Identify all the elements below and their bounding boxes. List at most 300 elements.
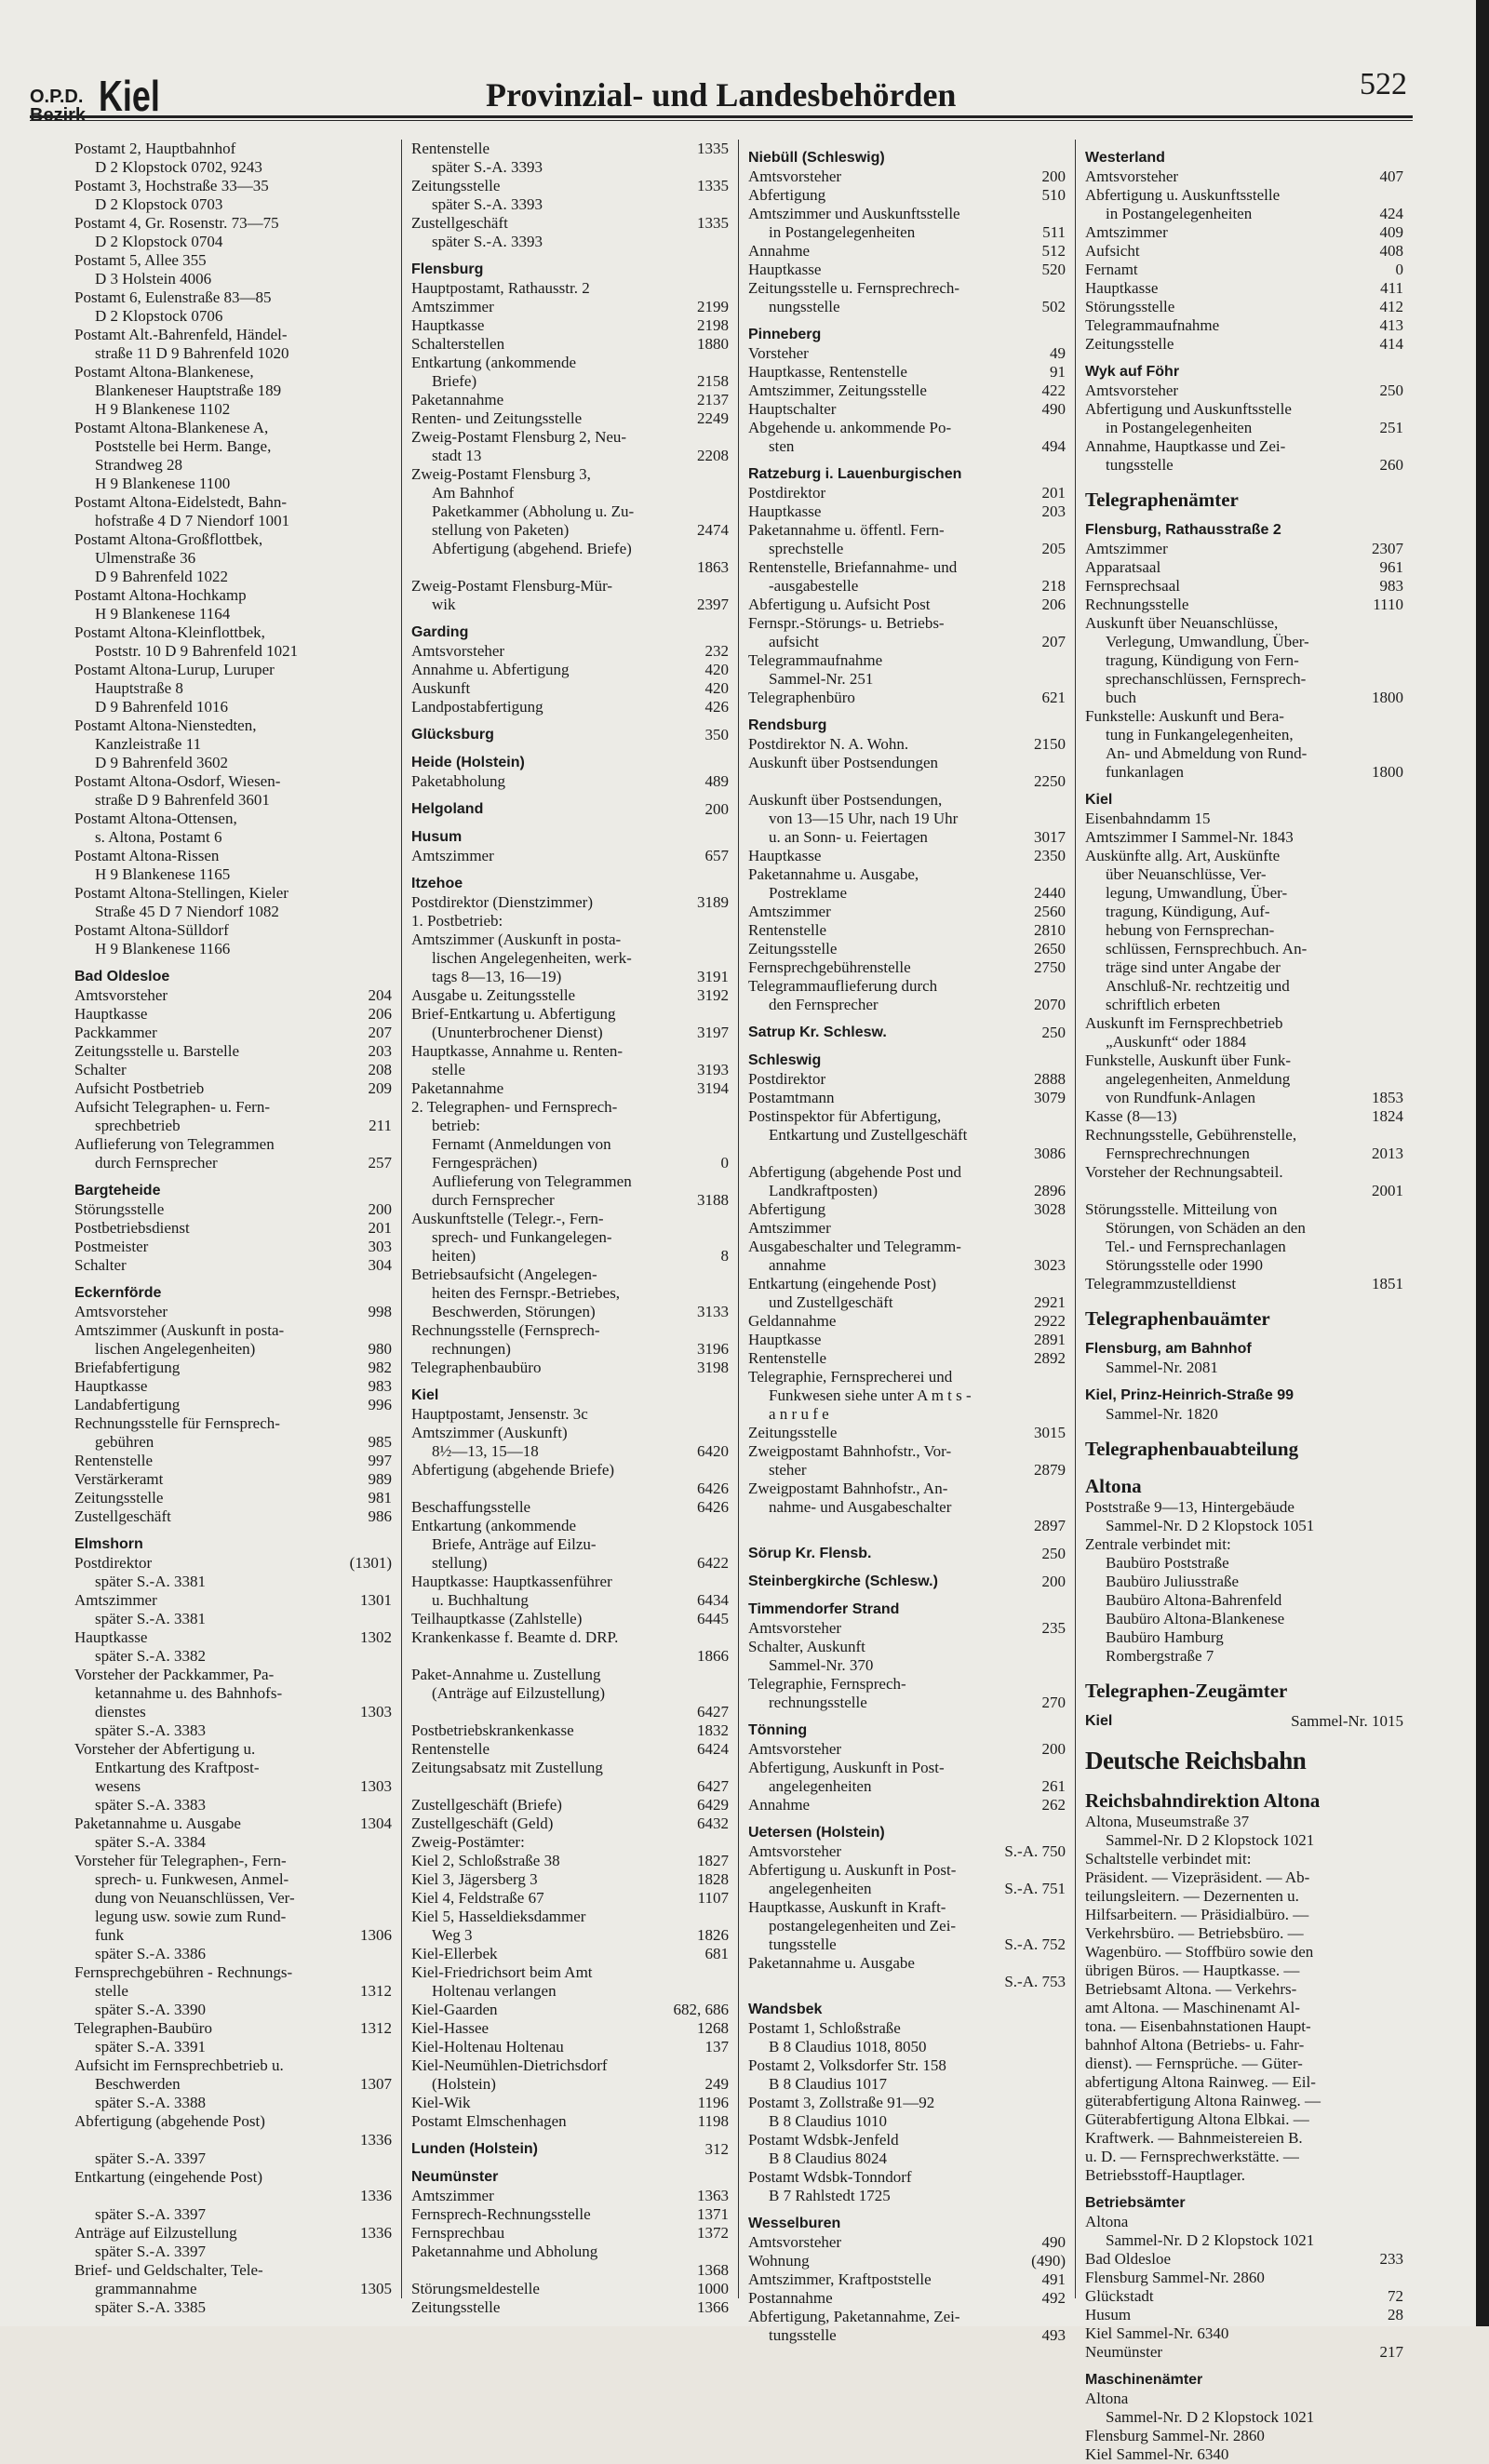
entry-label: Geldannahme xyxy=(748,1312,837,1330)
directory-entry xyxy=(409,1926,731,1945)
directory-entry xyxy=(1083,1868,1405,1887)
directory-entry xyxy=(746,1656,1067,1675)
entry-label: später S.-A. 3383 xyxy=(95,1721,206,1739)
directory-entry xyxy=(1083,1980,1405,1999)
entry-number: 997 xyxy=(368,1452,392,1469)
entry-label: Altona, Museumstraße 37 xyxy=(1085,1813,1250,1830)
directory-entry xyxy=(1083,763,1405,782)
directory-entry xyxy=(746,484,1067,502)
entry-label: stadt 13 xyxy=(432,447,482,464)
directory-entry xyxy=(1083,2306,1405,2324)
directory-entry xyxy=(73,1470,394,1489)
directory-entry xyxy=(1083,670,1405,689)
entry-number: 6432 xyxy=(697,1815,729,1832)
entry-label: Hauptkasse xyxy=(74,1628,148,1646)
entry-label: schriftlich erbeten xyxy=(1106,996,1221,1013)
entry-label: Postamt Altona-Osdorf, Wiesen- xyxy=(74,772,281,790)
entry-number: 1827 xyxy=(697,1852,729,1869)
entry-number: 1196 xyxy=(697,2094,729,2111)
entry-number: 6434 xyxy=(697,1591,729,1609)
directory-entry xyxy=(1083,1628,1405,1647)
directory-entry xyxy=(73,549,394,568)
section-heading xyxy=(409,726,731,744)
entry-number: 6427 xyxy=(697,1777,729,1795)
entry-label: Kanzleistraße 11 xyxy=(95,735,202,753)
directory-entry xyxy=(73,1703,394,1721)
entry-number: 2199 xyxy=(697,298,729,315)
directory-entry xyxy=(746,1424,1067,1442)
section-heading xyxy=(409,2140,731,2159)
entry-label: Landabfertigung xyxy=(74,1396,181,1413)
entry-label: Schaltstelle verbindet mit: xyxy=(1085,1850,1252,1868)
entry-label: Teilhauptkasse (Zahlstelle) xyxy=(411,1610,583,1627)
section-heading: Reichsbahndirektion Altona xyxy=(1085,1789,1321,1812)
entry-label: Zeitungsstelle u. Fernsprechrech- xyxy=(748,279,960,297)
section-heading: Husum xyxy=(411,829,463,845)
entry-number: 2013 xyxy=(1372,1145,1403,1162)
directory-entry xyxy=(409,1870,731,1889)
directory-entry xyxy=(73,1684,394,1703)
directory-entry xyxy=(409,1740,731,1759)
directory-entry xyxy=(409,2261,731,2280)
entry-number: 6422 xyxy=(697,1554,729,1572)
directory-entry xyxy=(1083,2390,1405,2408)
entry-label: Briefabfertigung xyxy=(74,1359,181,1376)
directory-entry xyxy=(409,1117,731,1135)
entry-number: 1336 xyxy=(360,2224,392,2242)
directory-entry xyxy=(1083,1014,1405,1033)
directory-entry xyxy=(746,344,1067,363)
column-3 xyxy=(739,140,1076,2344)
directory-entry xyxy=(409,1461,731,1480)
directory-entry xyxy=(73,698,394,716)
entry-label: Präsident. — Vizepräsident. — Ab- xyxy=(1085,1868,1310,1886)
column-2 xyxy=(402,140,739,2316)
section-number: Sammel-Nr. 1015 xyxy=(1291,1712,1403,1730)
entry-label: Vorsteher der Packkammer, Pa- xyxy=(74,1666,275,1683)
entry-label: Postdirektor (Dienstzimmer) xyxy=(411,893,593,911)
directory-entry xyxy=(1083,921,1405,940)
entry-label: Kiel Sammel-Nr. 6340 xyxy=(1085,2445,1229,2463)
directory-entry xyxy=(1083,1070,1405,1089)
directory-entry xyxy=(746,614,1067,633)
section-heading: Telegraphenbauabteilung xyxy=(1085,1438,1299,1460)
directory-entry xyxy=(1083,1498,1405,1517)
entry-label: Bad Oldesloe xyxy=(1085,2250,1172,2268)
entry-number: 2250 xyxy=(1034,772,1066,790)
directory-entry xyxy=(746,865,1067,884)
header-rule xyxy=(30,115,1413,121)
entry-label: H 9 Blankenese 1166 xyxy=(95,940,231,957)
directory-entry xyxy=(746,1349,1067,1368)
directory-entry xyxy=(746,205,1067,223)
directory-entry xyxy=(73,2187,394,2205)
entry-label: Postamt 4, Gr. Rosenstr. 73—75 xyxy=(74,214,279,232)
entry-number: 511 xyxy=(1042,223,1066,241)
entry-label: Hauptkasse, Auskunft in Kraft- xyxy=(748,1898,946,1916)
entry-label: betrieb: xyxy=(432,1117,480,1134)
entry-label: Entkartung und Zustellgeschäft xyxy=(769,1126,968,1144)
directory-entry xyxy=(73,195,394,214)
entry-number: 1268 xyxy=(697,2019,729,2037)
entry-number: 493 xyxy=(1041,2326,1066,2344)
entry-number: 200 xyxy=(1041,167,1066,185)
directory-entry xyxy=(409,2243,731,2261)
directory-entry xyxy=(746,1405,1067,1424)
entry-number: 1880 xyxy=(697,335,729,353)
entry-label: Anschluß-Nr. rechtzeitig und xyxy=(1106,977,1290,995)
entry-label: Apparatsaal xyxy=(1085,558,1161,576)
entry-label: Auflieferung von Telegrammen xyxy=(74,1135,275,1153)
section-heading: Uetersen (Holstein) xyxy=(748,1825,885,1841)
directory-entry xyxy=(409,2038,731,2056)
entry-label: wik xyxy=(432,596,456,613)
directory-entry xyxy=(746,2038,1067,2056)
entry-label: Postamt Altona-Hochkamp xyxy=(74,586,247,604)
entry-label: Postamt 3, Hochstraße 33—35 xyxy=(74,177,269,194)
entry-label: Packkammer xyxy=(74,1024,157,1041)
directory-entry xyxy=(1083,382,1405,400)
entry-label: Zeitungsstelle u. Barstelle xyxy=(74,1042,240,1060)
section-heading: Heide (Holstein) xyxy=(411,755,525,770)
entry-label: Betriebsaufsicht (Angelegen- xyxy=(411,1265,597,1283)
entry-label: Annahme u. Abfertigung xyxy=(411,661,570,678)
entry-label: Postamt Altona-Rissen xyxy=(74,847,220,864)
entry-number: 261 xyxy=(1041,1777,1066,1795)
entry-number: 3194 xyxy=(697,1079,729,1097)
entry-label: Schalter xyxy=(74,1256,127,1274)
directory-entry xyxy=(1083,744,1405,763)
entry-label: An- und Abmeldung von Rund- xyxy=(1106,744,1308,762)
entry-number: 420 xyxy=(704,679,729,697)
entry-label: Schalter xyxy=(74,1061,127,1078)
directory-entry xyxy=(409,233,731,251)
section-heading: Timmendorfer Strand xyxy=(748,1601,900,1617)
entry-number: 1863 xyxy=(697,558,729,576)
directory-entry xyxy=(1083,2427,1405,2445)
entry-number: 2249 xyxy=(697,409,729,427)
directory-entry xyxy=(73,1777,394,1796)
entry-label: Telegrammzustelldienst xyxy=(1085,1275,1237,1292)
entry-label: Postinspektor für Abfertigung, xyxy=(748,1107,942,1125)
directory-entry xyxy=(746,754,1067,772)
entry-number: 1372 xyxy=(697,2224,729,2242)
entry-number: 1363 xyxy=(697,2187,729,2204)
directory-entry xyxy=(1083,261,1405,279)
directory-entry xyxy=(746,2094,1067,2112)
entry-label: Aufsicht im Fernsprechbetrieb u. xyxy=(74,2056,284,2074)
entry-label: Amtszimmer xyxy=(748,1219,831,1237)
entry-label: D 9 Bahrenfeld 1016 xyxy=(95,698,229,716)
directory-entry xyxy=(1083,1200,1405,1219)
entry-label: Vorsteher xyxy=(748,344,809,362)
directory-entry xyxy=(1083,2287,1405,2306)
entry-label: Entkartung (eingehende Post) xyxy=(74,2168,263,2186)
entry-label: Amtszimmer xyxy=(411,847,494,864)
entry-number: 2440 xyxy=(1034,884,1066,902)
entry-label: Rechnungsstelle, Gebührenstelle, xyxy=(1085,1126,1297,1144)
directory-entry xyxy=(409,1554,731,1573)
entry-label: durch Fernsprecher xyxy=(95,1154,218,1172)
entry-label: 8½—13, 15—18 xyxy=(432,1442,539,1460)
directory-entry xyxy=(746,2056,1067,2075)
directory-entry xyxy=(409,893,731,912)
entry-label: Paketannahme u. Ausgabe xyxy=(748,1954,915,1972)
directory-entry xyxy=(746,186,1067,205)
entry-label: Altona xyxy=(1085,2390,1129,2407)
entry-number: 0 xyxy=(1395,261,1403,278)
directory-entry xyxy=(409,298,731,316)
entry-number: 2892 xyxy=(1034,1349,1066,1367)
entry-label: Abfertigung, Auskunft in Post- xyxy=(748,1759,945,1776)
section-heading: Itzehoe xyxy=(411,876,463,891)
entry-number: 207 xyxy=(1041,633,1066,650)
section-number: 350 xyxy=(704,726,729,743)
entry-label: Amtszimmer (Auskunft) xyxy=(411,1424,568,1441)
section-title: Steinbergkirche (Schlesw.) xyxy=(748,1573,938,1589)
section-title: Sörup Kr. Flensb. xyxy=(748,1546,872,1561)
entry-label: Rentenstelle xyxy=(748,1349,827,1367)
entry-number: 1312 xyxy=(360,2019,392,2037)
entry-label: Ferngesprächen) xyxy=(432,1154,538,1172)
directory-entry xyxy=(1083,865,1405,884)
entry-label: stelle xyxy=(432,1061,465,1078)
entry-label: von 13—15 Uhr, nach 19 Uhr xyxy=(769,810,959,827)
directory-entry xyxy=(73,568,394,586)
entry-label: Paketannahme u. öffentl. Fern- xyxy=(748,521,945,539)
directory-entry xyxy=(73,1098,394,1117)
section-title: Kiel xyxy=(1085,1713,1113,1729)
entry-number: 1301 xyxy=(360,1591,392,1609)
directory-entry xyxy=(73,1414,394,1433)
entry-number: 3192 xyxy=(697,986,729,1004)
directory-entry xyxy=(73,1433,394,1452)
directory-entry xyxy=(746,596,1067,614)
entry-label: Postamt Altona-Stellingen, Kieler xyxy=(74,884,288,902)
entry-label: Funkstelle: Auskunft und Bera- xyxy=(1085,707,1284,725)
entry-number: 1824 xyxy=(1372,1107,1403,1125)
entry-label: später S.-A. 3384 xyxy=(95,1833,206,1851)
entry-number: 3189 xyxy=(697,893,729,911)
entry-label: Schalterstellen xyxy=(411,335,505,353)
directory-entry xyxy=(1083,1145,1405,1163)
entry-label: Postamt 6, Eulenstraße 83—85 xyxy=(74,288,272,306)
directory-entry xyxy=(73,2243,394,2261)
entry-label: Briefe) xyxy=(432,372,477,390)
entry-number: 270 xyxy=(1041,1694,1066,1711)
entry-label: Fernsprechgebühren - Rechnungs- xyxy=(74,1963,293,1981)
entry-label: legung usw. sowie zum Rund- xyxy=(95,1908,287,1925)
entry-label: gebühren xyxy=(95,1433,154,1451)
entry-label: tungsstelle xyxy=(1106,456,1174,474)
entry-number: 1198 xyxy=(697,2112,729,2130)
section-heading: Flensburg xyxy=(411,261,484,277)
entry-label: über Neuanschlüsse, Ver- xyxy=(1106,865,1267,883)
entry-label: Auskunft xyxy=(411,679,471,697)
entry-label: Baubüro Hamburg xyxy=(1106,1628,1224,1646)
entry-number: 303 xyxy=(368,1238,392,1255)
entry-number: 3197 xyxy=(697,1024,729,1041)
entry-label: Vorsteher der Abfertigung u. xyxy=(74,1740,256,1758)
entry-label: amt Altona. — Maschinenamt Al- xyxy=(1085,1999,1300,2016)
directory-entry xyxy=(1083,2073,1405,2092)
entry-label: -ausgabestelle xyxy=(769,577,859,595)
entry-label: später S.-A. 3397 xyxy=(95,2149,206,2167)
directory-entry xyxy=(73,2280,394,2298)
directory-entry xyxy=(409,1340,731,1359)
entry-label: Amtsvorsteher xyxy=(748,1842,842,1860)
entry-label: später S.-A. 3391 xyxy=(95,2038,206,2056)
directory-entry xyxy=(409,847,731,865)
directory-entry xyxy=(1083,1256,1405,1275)
entry-number: 989 xyxy=(368,1470,392,1488)
entry-label: Beschwerden xyxy=(95,2075,181,2093)
directory-entry xyxy=(1083,2055,1405,2073)
entry-number: 983 xyxy=(1379,577,1403,595)
entry-label: Zustellgeschäft (Geld) xyxy=(411,1815,554,1832)
directory-entry xyxy=(409,1759,731,1777)
directory-entry xyxy=(746,2233,1067,2252)
entry-label: Postamt Altona-Lurup, Luruper xyxy=(74,661,275,678)
entry-label: Auskünfte allg. Art, Auskünfte xyxy=(1085,847,1281,864)
entry-number: S.-A. 753 xyxy=(1004,1973,1066,1990)
entry-number: 260 xyxy=(1379,456,1403,474)
directory-entry xyxy=(1083,279,1405,298)
directory-entry xyxy=(73,903,394,921)
entry-number: 6420 xyxy=(697,1442,729,1460)
entry-label: Hauptkasse xyxy=(411,316,485,334)
section-heading xyxy=(746,1024,1067,1042)
entry-number: 980 xyxy=(368,1340,392,1358)
entry-number: 3188 xyxy=(697,1191,729,1209)
directory-entry xyxy=(746,1498,1067,1517)
column-1 xyxy=(65,140,402,2316)
entry-label: Baubüro Juliusstraße xyxy=(1106,1573,1240,1590)
entry-label: Betriebsamt Altona. — Verkehrs- xyxy=(1085,1980,1297,1998)
entry-number: 2891 xyxy=(1034,1331,1066,1348)
entry-label: Abfertigung, Paketannahme, Zei- xyxy=(748,2308,960,2325)
entry-label: Postamt 5, Allee 355 xyxy=(74,251,207,269)
directory-entry xyxy=(409,195,731,214)
entry-label: Annahme, Hauptkasse und Zei- xyxy=(1085,437,1286,455)
entry-label: Straße 45 D 7 Niendorf 1082 xyxy=(95,903,279,920)
directory-entry xyxy=(73,1154,394,1172)
entry-label: Abgehende u. ankommende Po- xyxy=(748,419,952,436)
entry-number: 209 xyxy=(368,1079,392,1097)
entry-label: Altona xyxy=(1085,2213,1129,2230)
entry-number: 1828 xyxy=(697,1870,729,1888)
entry-label: angelegenheiten xyxy=(769,1880,872,1897)
directory-entry xyxy=(1083,810,1405,828)
entry-label: u. Buchhaltung xyxy=(432,1591,529,1609)
directory-entry xyxy=(1083,2148,1405,2166)
entry-number: 1305 xyxy=(360,2280,392,2297)
entry-label: sprechanschlüssen, Fernsprech- xyxy=(1106,670,1307,688)
entry-label: Postbetriebsdienst xyxy=(74,1219,190,1237)
directory-entry xyxy=(73,530,394,549)
entry-number: 203 xyxy=(1041,502,1066,520)
entry-number: 2350 xyxy=(1034,847,1066,864)
entry-label: später S.-A. 3390 xyxy=(95,2001,206,2018)
directory-entry xyxy=(73,1377,394,1396)
directory-entry xyxy=(409,1721,731,1740)
directory-entry xyxy=(746,1638,1067,1656)
directory-entry xyxy=(746,828,1067,847)
section-title: Satrup Kr. Schlesw. xyxy=(748,1024,887,1040)
entry-number: 494 xyxy=(1041,437,1066,455)
directory-entry xyxy=(73,270,394,288)
directory-entry xyxy=(73,177,394,195)
directory-entry xyxy=(409,1480,731,1498)
entry-label: Abfertigung u. Aufsicht Post xyxy=(748,596,931,613)
directory-entry xyxy=(409,391,731,409)
entry-label: (Ununterbrochener Dienst) xyxy=(432,1024,603,1041)
page-number: 522 xyxy=(1360,67,1407,101)
entry-label: Abfertigung xyxy=(748,1200,826,1218)
entry-label: Amtszimmer, Zeitungsstelle xyxy=(748,382,927,399)
directory-entry xyxy=(1083,400,1405,419)
entry-label: Zeitungsstelle xyxy=(1085,335,1174,353)
directory-entry xyxy=(409,1079,731,1098)
directory-entry xyxy=(409,1628,731,1647)
entry-number: 983 xyxy=(368,1377,392,1395)
entry-label: Amtsvorsteher xyxy=(74,986,168,1004)
entry-label: Fernsprechbau xyxy=(411,2224,505,2242)
entry-label: Postamt Altona-Großflottbek, xyxy=(74,530,263,548)
entry-label: Paketannahme und Abholung xyxy=(411,2243,598,2260)
entry-label: später S.-A. 3388 xyxy=(95,2094,206,2111)
entry-number: 2001 xyxy=(1372,1182,1403,1199)
directory-entry xyxy=(746,298,1067,316)
directory-entry xyxy=(409,1889,731,1908)
entry-number: 232 xyxy=(704,642,729,660)
entry-label: Strandweg 28 xyxy=(95,456,182,474)
entry-label: Postdirektor N. A. Wohn. xyxy=(748,735,909,753)
entry-label: später S.-A. 3397 xyxy=(95,2243,206,2260)
column-4 xyxy=(1076,140,1413,2463)
entry-label: übrigen Büros. — Hauptkasse. — xyxy=(1085,1962,1300,1979)
entry-number: 6429 xyxy=(697,1796,729,1814)
directory-entry xyxy=(409,502,731,521)
entry-number: (1301) xyxy=(349,1554,392,1572)
entry-label: stellung) xyxy=(432,1554,488,1572)
directory-entry xyxy=(409,1172,731,1191)
entry-label: D 9 Bahrenfeld 3602 xyxy=(95,754,229,771)
directory-entry xyxy=(1083,1906,1405,1924)
directory-entry xyxy=(73,1740,394,1759)
entry-number: 6426 xyxy=(697,1498,729,1516)
directory-entry xyxy=(73,679,394,698)
entry-number: 217 xyxy=(1379,2343,1403,2361)
directory-entry xyxy=(1083,996,1405,1014)
entry-label: später S.-A. 3386 xyxy=(95,1945,206,1962)
directory-entry xyxy=(1083,316,1405,335)
entry-label: Telegrammauflieferung durch xyxy=(748,977,938,995)
entry-label: später S.-A. 3381 xyxy=(95,1573,206,1590)
entry-label: B 8 Claudius 1017 xyxy=(769,2075,888,2093)
entry-number: 2137 xyxy=(697,391,729,408)
directory-entry xyxy=(1083,2017,1405,2036)
entry-label: Auskunft über Postsendungen, xyxy=(748,791,943,809)
directory-entry xyxy=(73,140,394,158)
entry-label: Kiel 3, Jägersberg 3 xyxy=(411,1870,538,1888)
entry-label: Tel.- und Fernsprechanlagen xyxy=(1106,1238,1286,1255)
directory-entry xyxy=(1083,1275,1405,1293)
directory-entry xyxy=(1083,1850,1405,1868)
entry-label: lischen Angelegenheiten) xyxy=(95,1340,256,1358)
entry-label: Kraftwerk. — Bahnmeistereien B. xyxy=(1085,2129,1303,2147)
entry-number: 1303 xyxy=(360,1703,392,1721)
